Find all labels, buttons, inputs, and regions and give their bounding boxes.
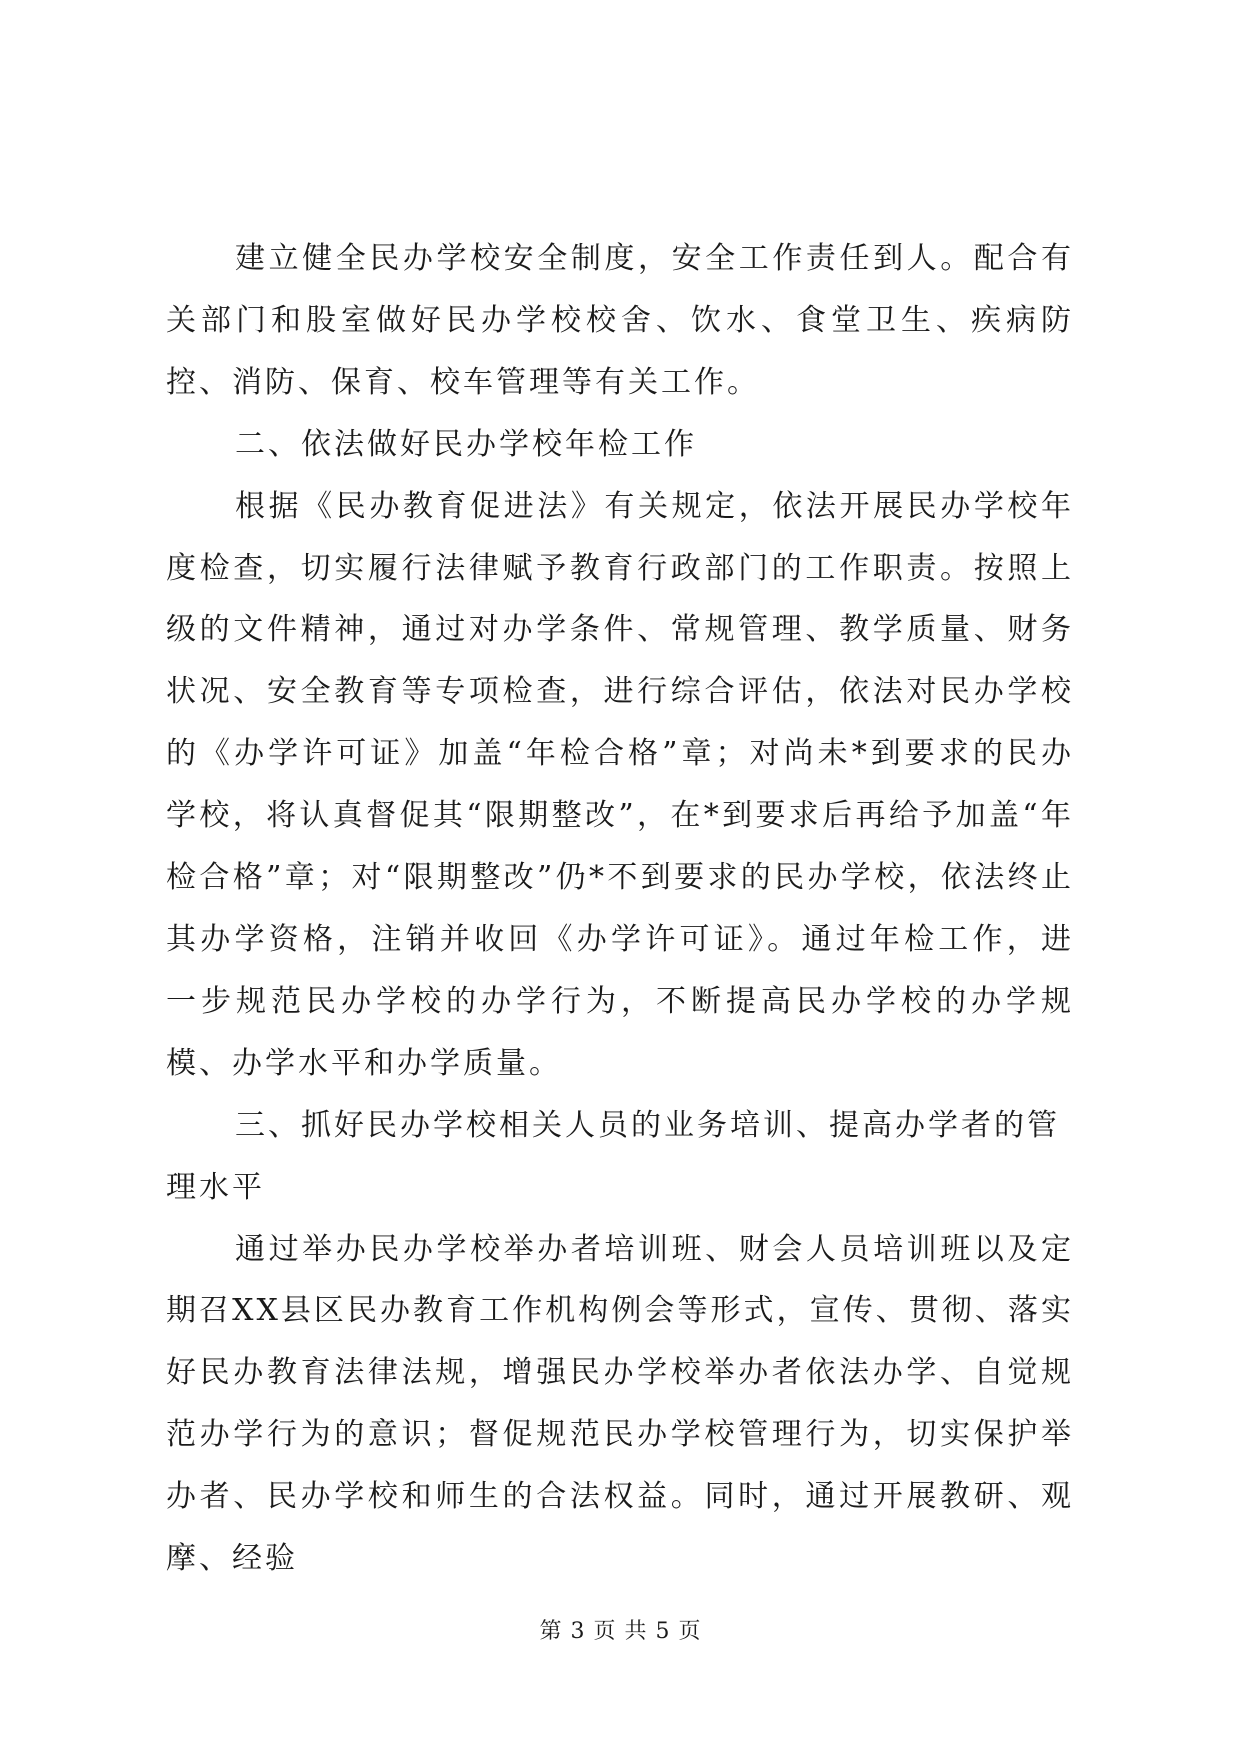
- page-number-footer: 第 3 页 共 5 页: [539, 1619, 702, 1644]
- document-body: [166, 228, 1074, 1590]
- paragraph-safety-system: 建立健全民办学校安全制度，安全工作责任到人。配合有关部门和股室做好民办学校校舍、饮水、食堂卫生、疾病防控、消防、保育、校车管理等有关工作。: [166, 241, 1074, 400]
- section-heading-training: 三、抓好民办学校相关人员的业务培训、提高办学者的管理水平: [166, 1107, 1060, 1205]
- paragraph-training: 通过举办民办学校举办者培训班、财会人员培训班以及定期召XX县区民办教育工作机构例会等形式，宣传、贯彻、落实好民办教育法律法规，增强民办学校举办者依法办学、自觉规范办学行为的意识；督促规范民办学校管理行为，切实保护举办者、民办学校和师生的合法权益。同时，通过开展教研、观摩、经验: [166, 1231, 1074, 1577]
- paragraph-annual-inspection: 根据《民办教育促进法》有关规定，依法开展民办学校年度检查，切实履行法律赋予教育行政部门的工作职责。按照上级的文件精神，通过对办学条件、常规管理、教学质量、财务状况、安全教育等专项检查，进行综合评估，依法对民办学校的《办学许可证》加盖“年检合格”章；对尚未*到要求的民办学校，将认真督促其“限期整改”，在*到要求后再给予加盖“年检合格”章；对“限期整改”仍*不到要求的民办学校，依法终止其办学资格，注销并收回《办学许可证》。通过年检工作，进一步规范民办学校的办学行为，不断提高民办学校的办学规模、办学水平和办学质量。: [166, 488, 1074, 1081]
- section-heading-annual-inspection: 二、依法做好民办学校年检工作: [235, 426, 697, 462]
